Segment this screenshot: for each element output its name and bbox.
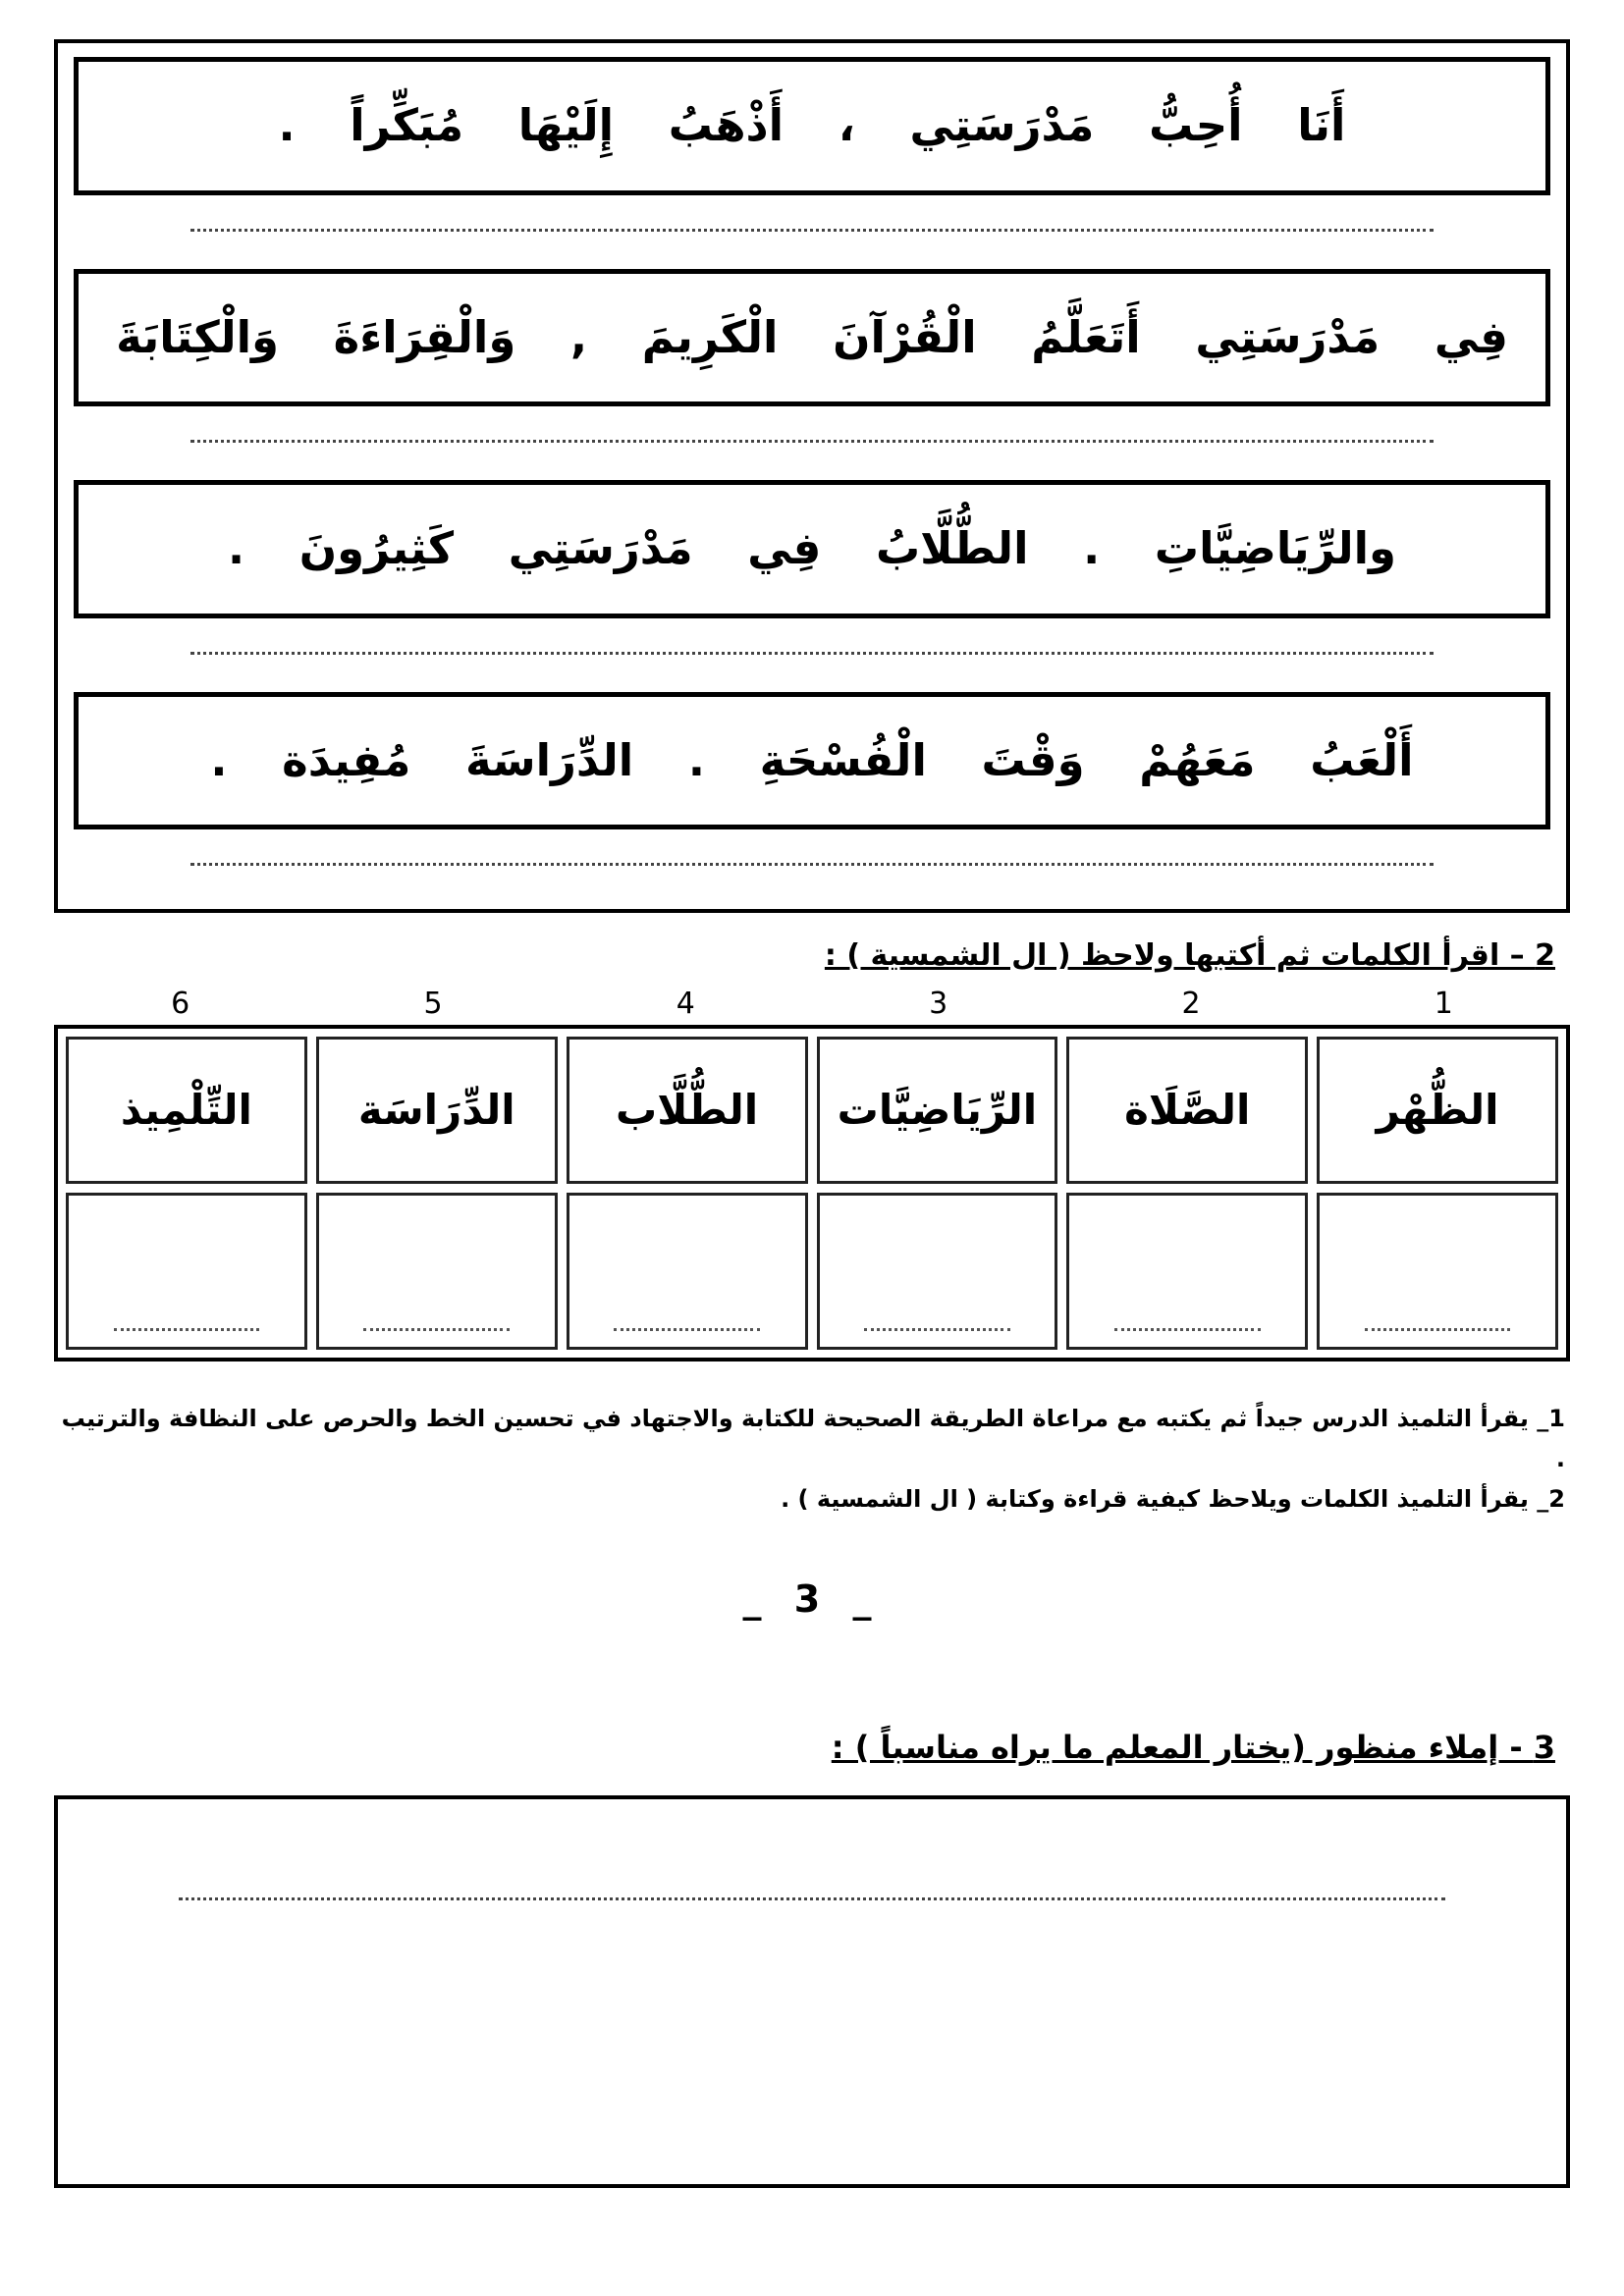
blank-cell-1 [1317, 1193, 1558, 1350]
column-number-3: 3 [929, 987, 948, 1021]
column-number-1: 1 [1434, 987, 1453, 1021]
blank-cell-3 [817, 1193, 1058, 1350]
writing-line-3 [190, 652, 1435, 655]
column-number-4: 4 [676, 987, 695, 1021]
section2-heading: 2 – اقرأ الكلمات ثم أكتبها ولاحظ ( ال الشمسية ) : [824, 938, 1555, 973]
word-cell-1: الظُّهْر [1317, 1037, 1558, 1184]
sentence-text-3: والرِّيَاضِيَّاتِ . الطُّلَّابُ فِي مَدْرَسَتِي كَثِيرُونَ . [228, 522, 1396, 574]
word-cell-6: التِّلْمِيذ [66, 1037, 307, 1184]
writing-line-2 [190, 440, 1435, 443]
footnote-1: 1_ يقرأ التلميذ الدرس جيداً ثم يكتبه مع مراعاة الطريقة الصحيحة للكتابة والاجتهاد في تحسين الخط والحرص على النظافة والترتيب . [61, 1405, 1565, 1472]
column-number-6: 6 [171, 987, 190, 1021]
footnotes-block [54, 1399, 1565, 1519]
mini-writing-line-1 [1365, 1328, 1511, 1331]
mini-writing-line-2 [1114, 1328, 1261, 1331]
footnote-2: 2_ يقرأ التلميذ الكلمات ويلاحظ كيفية قراءة وكتابة ( ال الشمسية ) . [781, 1484, 1565, 1513]
dictation-writing-line [179, 1897, 1445, 1900]
column-numbers-row [54, 987, 1570, 1021]
words-table [54, 1025, 1570, 1362]
blank-cell-5 [316, 1193, 558, 1350]
mini-writing-line-6 [114, 1328, 260, 1331]
sentence-text-1: أَنَا أُحِبُّ مَدْرَسَتِي ، أَذْهَبُ إِلَيْهَا مُبَكِّراً . [278, 99, 1346, 151]
mini-writing-line-5 [363, 1328, 510, 1331]
sentence-box-4 [74, 692, 1550, 830]
sentence-box-2 [74, 269, 1550, 407]
sentence-text-2: فِي مَدْرَسَتِي أَتَعَلَّمُ الْقُرْآنَ الْكَرِيمَ , وَالْقِرَاءَةَ وَالْكِتَابَةَ [116, 310, 1508, 363]
sentence-text-4: أَلْعَبُ مَعَهُمْ وَقْتَ الْفُسْحَةِ . الدِّرَاسَةَ مُفِيدَة . [210, 733, 1414, 786]
column-number-5: 5 [423, 987, 443, 1021]
word-cell-2: الصَّلَاة [1066, 1037, 1308, 1184]
blank-cell-6 [66, 1193, 307, 1350]
dictation-box [54, 1795, 1570, 2188]
column-number-2: 2 [1181, 987, 1201, 1021]
word-cell-3: الرِّيَاضِيَّات [817, 1037, 1058, 1184]
blank-cell-4 [567, 1193, 808, 1350]
sentence-box-1 [74, 57, 1550, 195]
writing-line-4 [190, 863, 1435, 866]
word-cell-5: الدِّرَاسَة [316, 1037, 558, 1184]
copy-practice-section [54, 39, 1570, 913]
page-number: _ 3 _ [742, 1577, 882, 1622]
writing-line-1 [190, 229, 1435, 232]
mini-writing-line-4 [614, 1328, 760, 1331]
mini-writing-line-3 [864, 1328, 1010, 1331]
blank-cell-2 [1066, 1193, 1308, 1350]
word-cell-4: الطُّلَّاب [567, 1037, 808, 1184]
section3-heading: 3 - إملاء منظور (يختار المعلم ما يراه مناسباً ) : [831, 1729, 1555, 1767]
sentence-box-3 [74, 480, 1550, 618]
